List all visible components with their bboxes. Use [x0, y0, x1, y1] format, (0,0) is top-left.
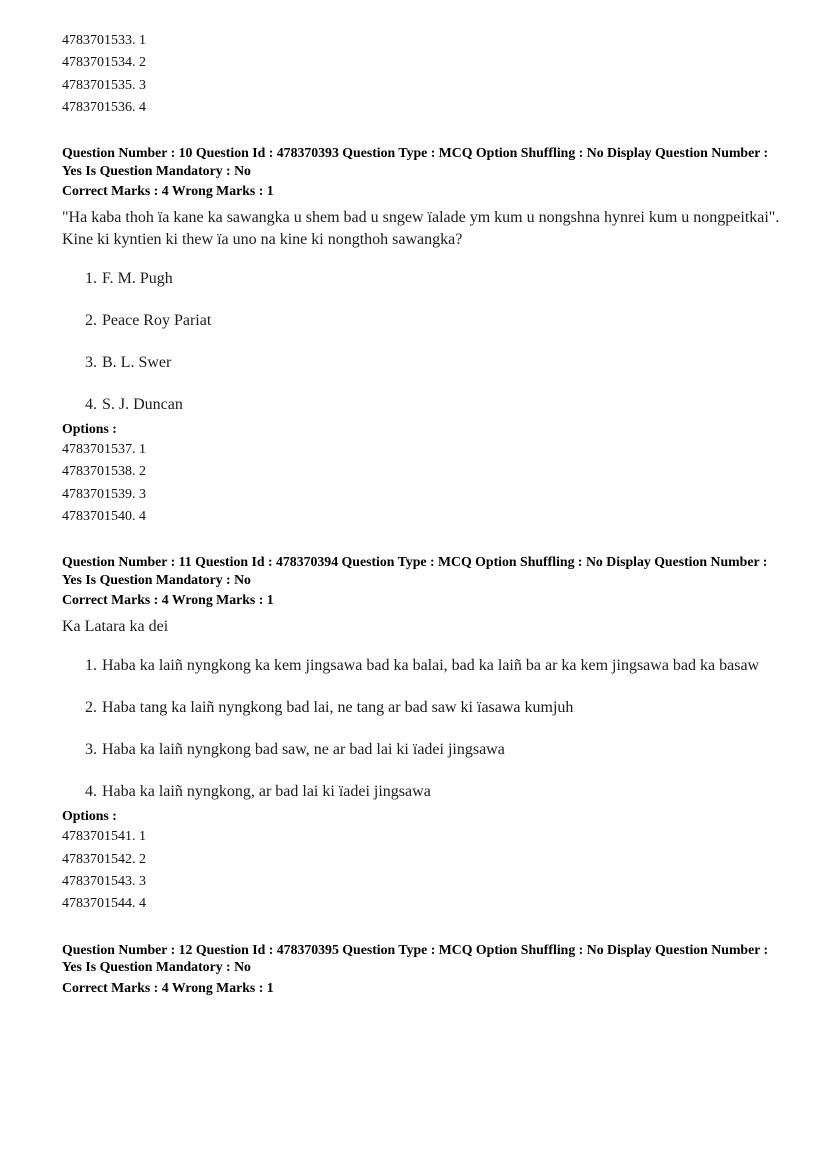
choice-text: Haba ka laiñ nyngkong, ar bad lai ki ïadei jingsawa: [102, 782, 431, 800]
choice-4: [85, 394, 790, 416]
question-11-text: Ka Latara ka dei: [62, 617, 169, 635]
choice-number: 3.: [85, 353, 97, 371]
option-id-line: 4783701535. 3: [62, 77, 146, 93]
choice-2: [85, 697, 790, 719]
choice-2: [85, 310, 790, 332]
options-label: Options :: [62, 420, 117, 436]
question-12: [62, 941, 790, 997]
question-12-header: Question Number : 12 Question Id : 478370395 Question Type : MCQ Option Shuffling : No Display Question Number : Yes Is Question Mandatory : No: [62, 941, 769, 975]
choice-text: F. M. Pugh: [102, 269, 173, 287]
option-id-line: 4783701544. 4: [62, 896, 146, 912]
question-10-text: "Ha kaba thoh ïa kane ka sawangka u shem bad u sngew ïalade ym kum u nongshna hynrei kum u nongpeitkai". Kine ki kyntien ki thew ïa uno na kine ki nongthoh sawangka?: [62, 208, 780, 248]
choice-text: B. L. Swer: [102, 353, 172, 371]
question-11-choices: [62, 655, 790, 803]
question-12-marks: Correct Marks : 4 Wrong Marks : 1: [62, 979, 274, 995]
choice-number: 1.: [85, 656, 97, 674]
choice-text: Haba ka laiñ nyngkong bad saw, ne ar bad lai ki ïadei jingsawa: [102, 740, 505, 758]
question-11-option-ids: [62, 826, 790, 915]
option-id-line: 4783701534. 2: [62, 55, 146, 71]
choice-number: 4.: [85, 395, 97, 413]
choice-number: 2.: [85, 698, 97, 716]
option-id-line: 4783701542. 2: [62, 851, 146, 867]
choice-1: [85, 655, 790, 677]
choice-number: 3.: [85, 740, 97, 758]
choice-3: [85, 739, 790, 761]
option-id-line: 4783701536. 4: [62, 99, 146, 115]
choice-3: [85, 352, 790, 374]
choice-text: S. J. Duncan: [102, 395, 183, 413]
choice-text: Haba tang ka laiñ nyngkong bad lai, ne tang ar bad saw ki ïasawa kumjuh: [102, 698, 574, 716]
choice-1: [85, 268, 790, 290]
option-id-line: 4783701541. 1: [62, 829, 146, 845]
option-id-line: 4783701537. 1: [62, 442, 146, 458]
previous-question-option-ids: [62, 30, 790, 119]
question-10-header: Question Number : 10 Question Id : 478370393 Question Type : MCQ Option Shuffling : No Display Question Number : Yes Is Question Mandatory : No: [62, 145, 769, 178]
option-id-line: 4783701539. 3: [62, 486, 146, 502]
question-10: [62, 144, 790, 528]
choice-text: Peace Roy Pariat: [102, 311, 212, 329]
question-10-choices: [62, 268, 790, 416]
choice-number: 1.: [85, 269, 97, 287]
choice-number: 4.: [85, 782, 97, 800]
options-label: Options :: [62, 807, 117, 823]
choice-text: Haba ka laiñ nyngkong ka kem jingsawa bad ka balai, bad ka laiñ ba ar ka kem jingsawa bad ka basaw: [102, 656, 760, 674]
question-10-option-ids: [62, 439, 790, 528]
option-id-line: 4783701538. 2: [62, 464, 146, 480]
choice-4: [85, 781, 790, 803]
option-id-line: 4783701533. 1: [62, 33, 146, 48]
option-id-line: 4783701543. 3: [62, 873, 146, 889]
option-id-line: 4783701540. 4: [62, 509, 146, 525]
choice-number: 2.: [85, 311, 97, 329]
question-11-header: Question Number : 11 Question Id : 478370394 Question Type : MCQ Option Shuffling : No Display Question Number : Yes Is Question Mandatory : No: [62, 554, 768, 587]
question-11: [62, 553, 790, 915]
question-11-marks: Correct Marks : 4 Wrong Marks : 1: [62, 592, 274, 608]
question-10-marks: Correct Marks : 4 Wrong Marks : 1: [62, 183, 274, 199]
